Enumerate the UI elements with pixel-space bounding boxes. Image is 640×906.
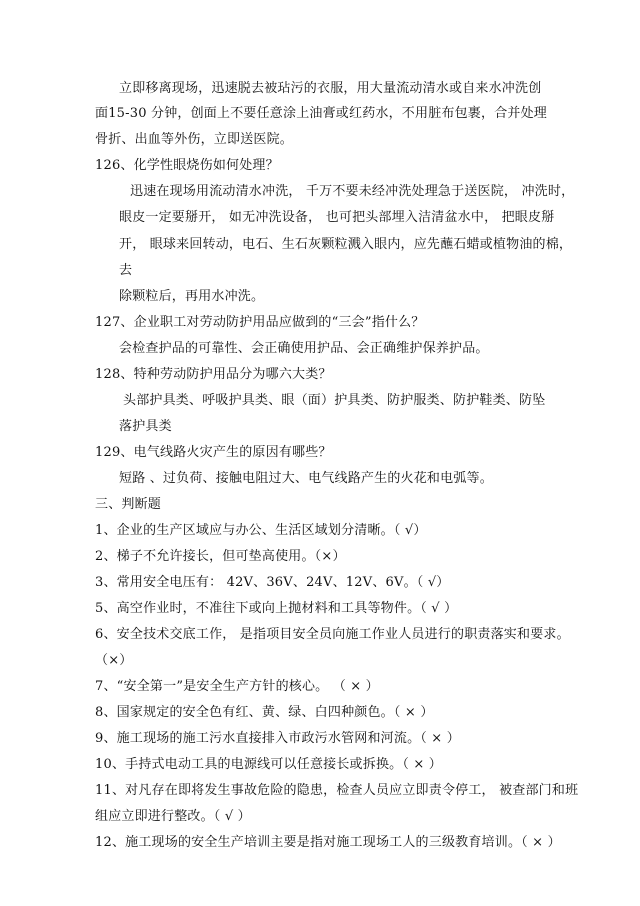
judgment-item: 6、安全技术交底工作， 是指项目安全员向施工作业人员进行的职责落实和要求。 xyxy=(95,627,570,642)
judgment-item: 9、施工现场的施工污水直接排入市政污水管网和河流。（ × ） xyxy=(95,731,460,746)
text-line: 会检查护品的可靠性、会正确使用护品、会正确维护保养护品。 xyxy=(119,341,489,356)
judgment-item: 5、高空作业时，不准往下或向上抛材料和工具等物件。（ √ ） xyxy=(95,601,458,616)
judgment-item: 11、对凡存在即将发生事故危险的隐患，检查人员应立即责令停工， 被查部门和班 xyxy=(95,783,579,798)
question-heading: 129、电气线路火灾产生的原因有哪些？ xyxy=(95,445,332,460)
question-heading: 127、企业职工对劳动防护用品应做到的“三会”指什么？ xyxy=(95,315,425,330)
question-heading: 126、化学性眼烧伤如何处理？ xyxy=(95,158,279,173)
section-heading: 三、判断题 xyxy=(95,497,162,512)
question-heading: 128、特种劳动防护用品分为哪六大类？ xyxy=(95,367,332,382)
text-line: 短路 、过负荷、接触电阻过大、电气线路产生的火花和电弧等。 xyxy=(119,471,493,486)
text-line: 去 xyxy=(119,263,133,278)
judgment-item: 12、施工现场的安全生产培训主要是指对施工现场工人的三级教育培训。（ × ） xyxy=(95,835,561,850)
judgment-item: 8、国家规定的安全色有红、黄、绿、白四种颜色。（ × ） xyxy=(95,705,434,720)
text-line: 面15-30 分钟，创面上不要任意涂上油膏或红药水，不用脏布包裹，合并处理 xyxy=(95,106,548,121)
judgment-item: 10、手持式电动工具的电源线可以任意接长或拆换。（ × ） xyxy=(95,757,442,772)
text-line: 眼皮一定要掰开， 如无冲洗设备， 也可把头部埋入洁清盆水中， 把眼皮掰 xyxy=(119,210,555,225)
judgment-item: 7、“安全第一”是安全生产方针的核心。 （ × ） xyxy=(95,679,379,694)
text-line: 立即移离现场，迅速脱去被玷污的衣服，用大量流动清水或自来水冲洗创 xyxy=(119,81,542,96)
judgment-item: 3、常用安全电压有： 42V、36V、24V、12V、6V。（ √） xyxy=(95,575,450,590)
text-line: 开， 眼球来回转动，电石、生石灰颗粒溅入眼内，应先蘸石蜡或植物油的棉， xyxy=(119,237,573,252)
text-line: 骨折、出血等外伤，立即送医院。 xyxy=(95,132,294,147)
judgment-item: 组应立即进行整改。（ √ ） xyxy=(95,809,251,824)
judgment-item: 1、企业的生产区域应与办公、生活区域划分清晰。（ √） xyxy=(95,523,427,538)
judgment-item: 2、梯子不允许接长，但可垫高使用。（×） xyxy=(95,549,346,564)
text-line: 除颗粒后，再用水冲洗。 xyxy=(119,289,265,304)
text-line: 迅速在现场用流动清水冲洗， 千万不要未经冲洗处理急于送医院， 冲洗时， xyxy=(130,184,575,199)
text-line: 落护具类 xyxy=(119,419,172,434)
text-line: 头部护具类、呼吸护具类、眼（面）护具类、防护服类、防护鞋类、防坠 xyxy=(123,393,546,408)
judgment-answer: （×） xyxy=(95,653,133,668)
